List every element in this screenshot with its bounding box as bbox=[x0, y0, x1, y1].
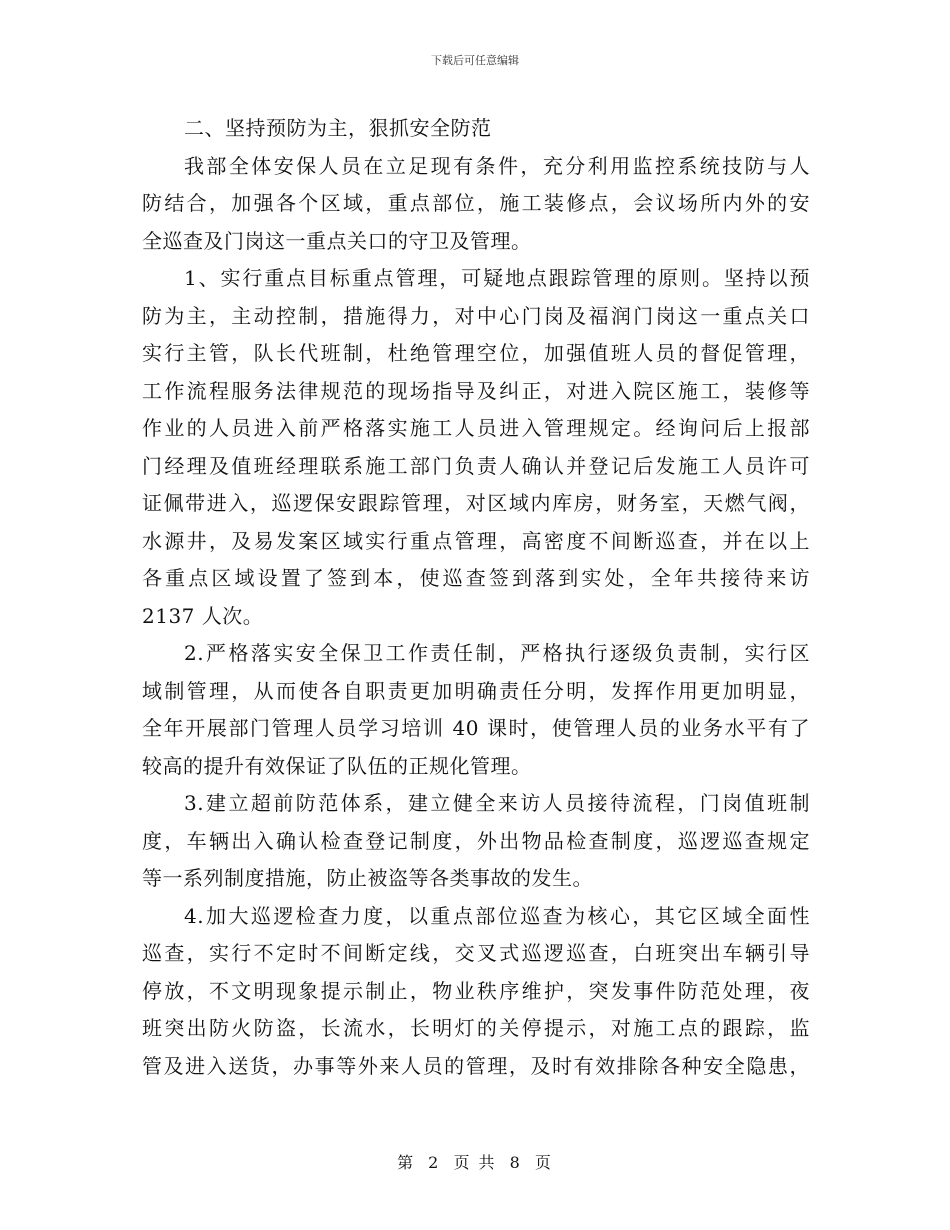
text-line: 门经理及值班经理联系施工部门负责人确认并登记后发施工人员许可 bbox=[142, 453, 810, 478]
footer-prefix: 第 bbox=[397, 1153, 416, 1172]
text-line: 全巡查及门岗这一重点关口的守卫及管理。 bbox=[142, 228, 532, 253]
paragraph-3 bbox=[142, 635, 810, 785]
text-line: 全年开展部门管理人员学习培训 40 课时，使管理人员的业务水平有了 bbox=[142, 716, 810, 740]
paragraph-4 bbox=[142, 785, 810, 898]
footer-middle: 页 共 bbox=[453, 1153, 497, 1172]
text-line: 停放，不文明现象提示制止，物业秩序维护，突发事件防范处理，夜 bbox=[142, 978, 810, 1003]
text-line: 3.建立超前防范体系，建立健全来访人员接待流程，门岗值班制 bbox=[184, 791, 810, 815]
text-line: 工作流程服务法律规范的现场指导及纠正，对进入院区施工，装修等 bbox=[142, 378, 810, 403]
footer-suffix: 页 bbox=[534, 1153, 553, 1172]
text-line: 各重点区域设置了签到本，使巡查签到落到实处，全年共接待来访 bbox=[142, 566, 810, 590]
text-line: 巡查，实行不定时不间断定线，交叉式巡逻巡查，白班突出车辆引导 bbox=[142, 941, 810, 965]
footer-page-number: 2 bbox=[428, 1153, 441, 1172]
paragraph-5 bbox=[142, 898, 810, 1086]
page-header-note: 下载后可任意编辑 bbox=[431, 54, 519, 67]
text-line: 2.严格落实安全保卫工作责任制，严格执行逐级负责制，实行区 bbox=[184, 641, 810, 665]
text-line: 班突出防火防盗，长流水，长明灯的关停提示，对施工点的跟踪，监 bbox=[142, 1016, 810, 1040]
text-line: 水源井，及易发案区域实行重点管理，高密度不间断巡查，并在以上 bbox=[142, 528, 810, 553]
text-line: 较高的提升有效保证了队伍的正规化管理。 bbox=[142, 753, 532, 778]
text-line: 域制管理，从而使各自职责更加明确责任分明，发挥作用更加明显， bbox=[142, 678, 810, 703]
paragraph-2 bbox=[142, 260, 810, 635]
text-line: 证佩带进入，巡逻保安跟踪管理，对区域内库房，财务室，天燃气阀， bbox=[142, 491, 810, 515]
paragraph-1 bbox=[142, 148, 810, 261]
text-line: 防为主，主动控制，措施得力，对中心门岗及福润门岗这一重点关口 bbox=[142, 303, 810, 328]
footer-total-pages: 8 bbox=[509, 1153, 522, 1172]
text-line: 作业的人员进入前严格落实施工人员进入管理规定。经询问后上报部 bbox=[142, 416, 810, 440]
text-line: 2137 人次。 bbox=[142, 603, 264, 628]
text-line: 实行主管，队长代班制，杜绝管理空位，加强值班人员的督促管理， bbox=[142, 341, 810, 365]
text-line: 度，车辆出入确认检查登记制度，外出物品检查制度，巡逻巡查规定 bbox=[142, 828, 810, 853]
text-line: 管及进入送货，办事等外来人员的管理，及时有效排除各种安全隐患， bbox=[142, 1053, 810, 1078]
text-line: 防结合，加强各个区域，重点部位，施工装修点，会议场所内外的安 bbox=[142, 191, 810, 215]
document-body bbox=[142, 110, 810, 1085]
page-footer bbox=[0, 1150, 950, 1173]
text-line: 我部全体安保人员在立足现有条件，充分利用监控系统技防与人 bbox=[184, 153, 810, 178]
text-line: 等一系列制度措施，防止被盗等各类事故的发生。 bbox=[142, 866, 593, 890]
section-heading: 二、坚持预防为主，狠抓安全防范 bbox=[184, 116, 492, 140]
text-line: 1、实行重点目标重点管理，可疑地点跟踪管理的原则。坚持以预 bbox=[184, 266, 810, 290]
text-line: 4.加大巡逻检查力度，以重点部位巡查为核心，其它区域全面性 bbox=[184, 903, 810, 928]
